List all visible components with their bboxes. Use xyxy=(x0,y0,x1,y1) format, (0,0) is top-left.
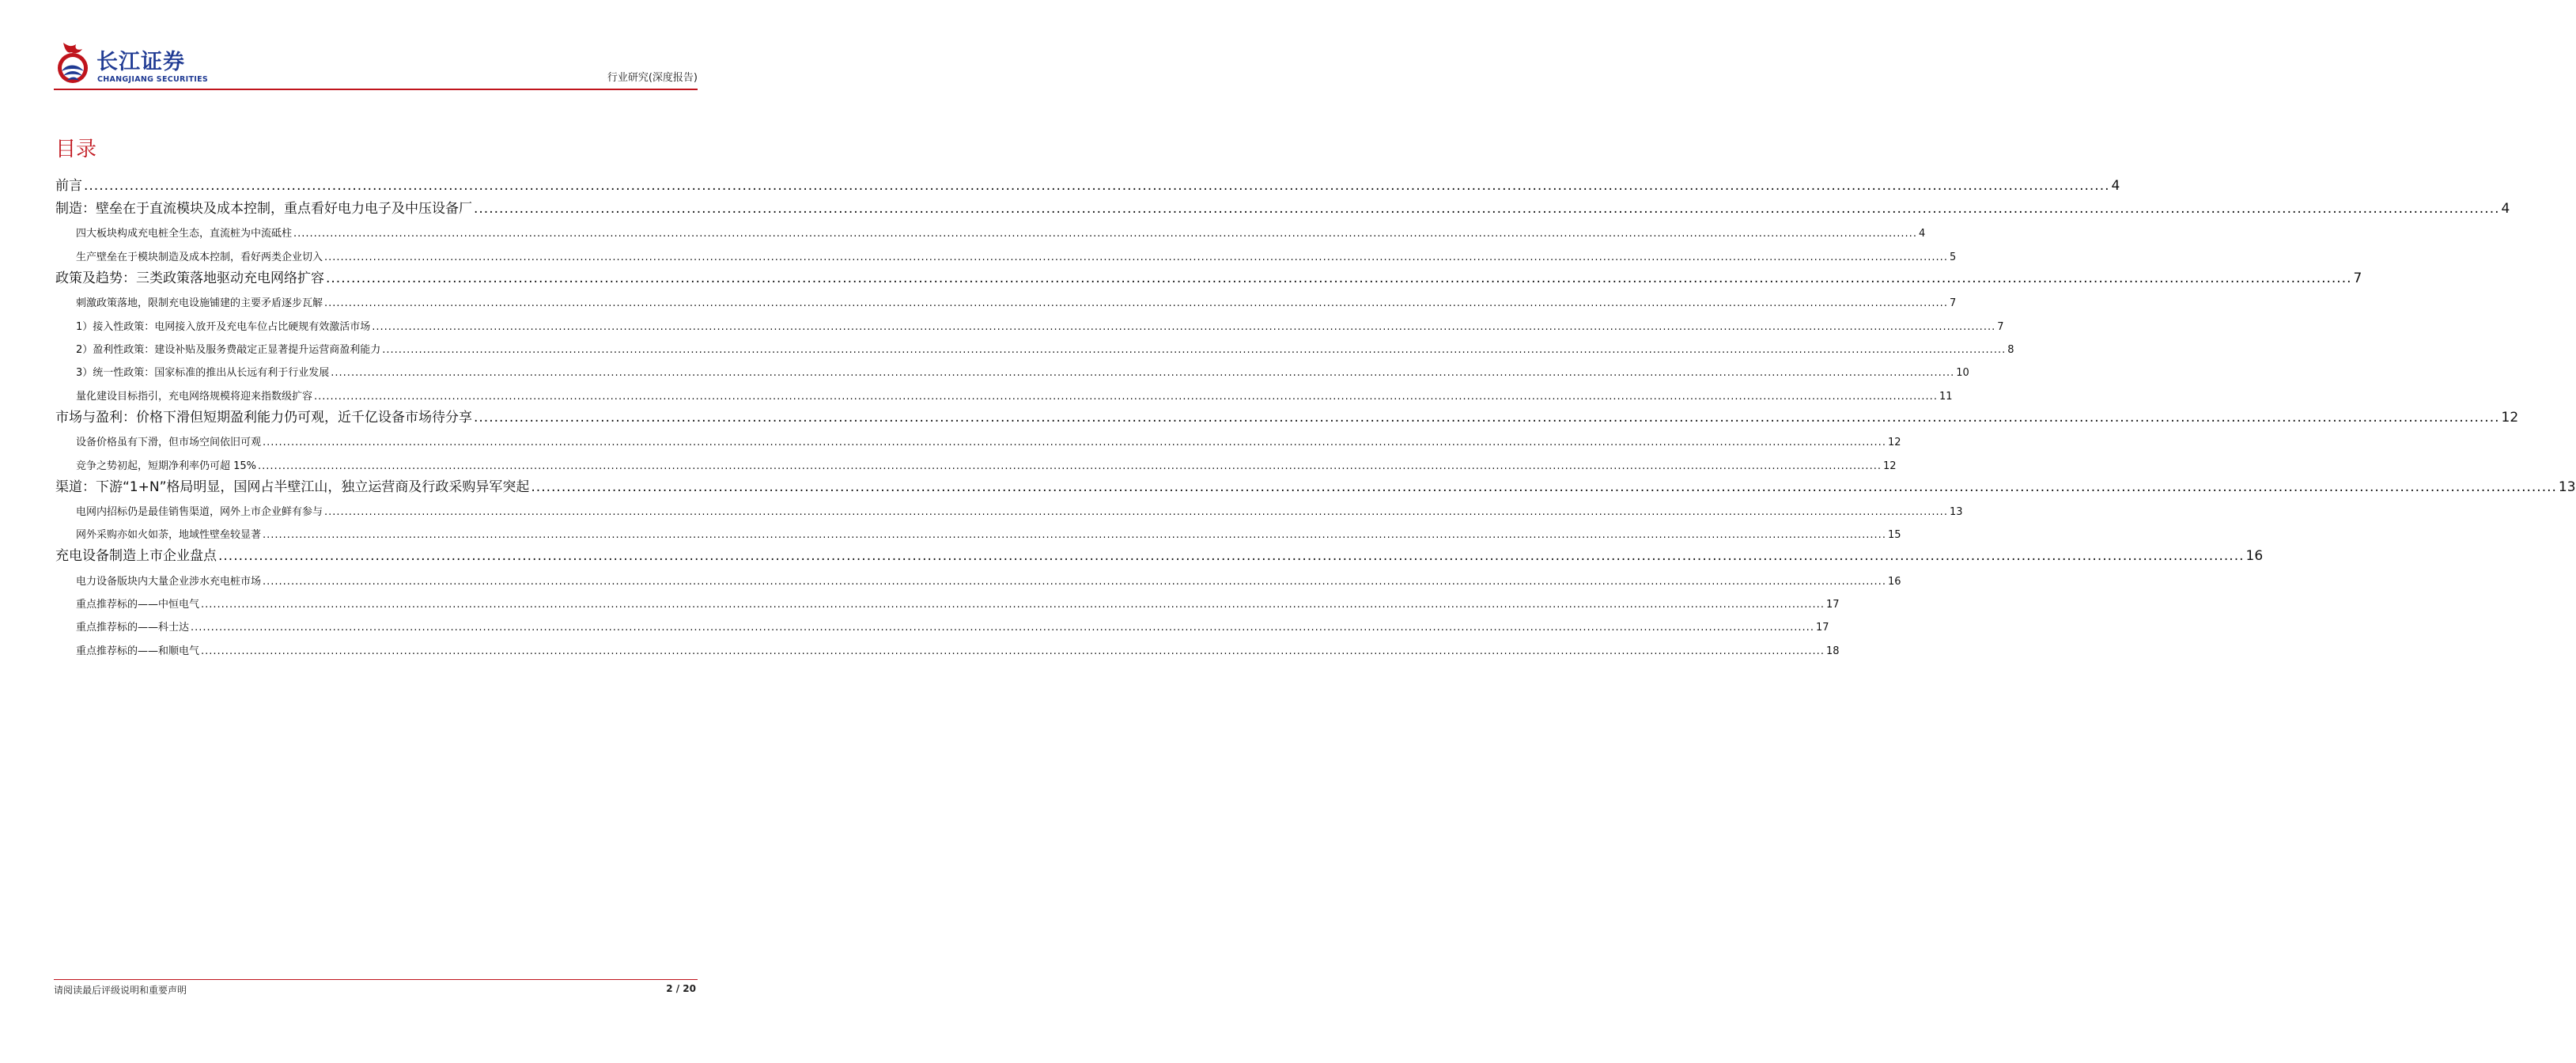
page-number: 2 / 20 xyxy=(666,983,696,994)
toc-dot-leader: ................................................................................................................................................................................................................................................................................................................................................................................................................ xyxy=(314,390,1938,403)
toc-entry-title: 竞争之势初起，短期净利率仍可超 15% xyxy=(76,460,257,472)
toc-entry-page: 15 xyxy=(1887,529,1901,542)
toc-entry-page: 12 xyxy=(1882,460,1897,472)
toc-dot-leader: ................................................................................................................................................................................................................................................................................................................................................................................................................ xyxy=(201,599,1825,611)
toc-entry[interactable] xyxy=(55,263,2362,286)
toc-entry[interactable] xyxy=(55,379,1953,403)
toc-entry[interactable] xyxy=(55,240,1957,263)
toc-dot-leader: ................................................................................................................................................................................................................................................................................................................................................................................................................ xyxy=(263,575,1886,588)
toc-entry-page: 11 xyxy=(1939,390,1953,403)
toc-dot-leader: ................................................................................................................................................................................................................................................................................................................................................................................................................ xyxy=(201,645,1825,657)
toc-entry-title: 电力设备版块内大量企业涉水充电桩市场 xyxy=(76,575,262,588)
toc-entry[interactable] xyxy=(55,333,2014,356)
toc-entry-title: 量化建设目标指引，充电网络规模将迎来指数级扩容 xyxy=(76,390,313,403)
toc-dot-leader: ................................................................................................................................................................................................................................................................................................................................................................................................................ xyxy=(531,479,2557,495)
toc-entry-title: 刺激政策落地，限制充电设施铺建的主要矛盾逐步瓦解 xyxy=(76,297,323,310)
toc-entry-title: 设备价格虽有下滑，但市场空间依旧可观 xyxy=(76,437,262,449)
toc-dot-leader: ................................................................................................................................................................................................................................................................................................................................................................................................................ xyxy=(84,178,2110,194)
toc-entry-title: 重点推荐标的——中恒电气 xyxy=(76,599,200,611)
toc-entry-page: 7 xyxy=(2353,270,2362,286)
toc-entry-title: 网外采购亦如火如荼，地域性壁垒较显著 xyxy=(76,529,262,542)
toc-entry[interactable] xyxy=(55,518,1901,542)
toc-entry[interactable] xyxy=(55,588,1840,611)
toc-entry[interactable] xyxy=(55,217,1926,240)
toc-entry-title: 1）接入性政策：电网接入放开及充电车位占比硬规有效激活市场 xyxy=(76,320,371,333)
toc-entry[interactable] xyxy=(55,448,1897,472)
toc-entry-title: 3）统一性政策：国家标准的推出从长远有利于行业发展 xyxy=(76,367,330,380)
toc-entry-title: 重点推荐标的——科士达 xyxy=(76,622,190,634)
toc-entry-title: 市场与盈利：价格下滑但短期盈利能力仍可观，近千亿设备市场待分享 xyxy=(55,409,472,426)
toc-dot-leader: ................................................................................................................................................................................................................................................................................................................................................................................................................ xyxy=(324,505,1948,518)
toc-entry-page: 18 xyxy=(1825,645,1840,657)
toc-dot-leader: ................................................................................................................................................................................................................................................................................................................................................................................................................ xyxy=(324,251,1948,263)
logo-emblem-icon xyxy=(54,40,92,87)
toc-entry-page: 13 xyxy=(1949,505,1963,518)
page-header xyxy=(54,35,698,90)
toc-dot-leader: ................................................................................................................................................................................................................................................................................................................................................................................................................ xyxy=(372,320,1996,333)
toc-entry[interactable] xyxy=(55,426,1901,449)
toc-dot-leader: ................................................................................................................................................................................................................................................................................................................................................................................................................ xyxy=(258,460,1882,472)
toc-entry-page: 16 xyxy=(1887,575,1901,588)
toc-entry-title: 重点推荐标的——和顺电气 xyxy=(76,645,200,657)
toc-entry-title: 生产壁垒在于模块制造及成本控制，看好两类企业切入 xyxy=(76,251,323,263)
footer-disclaimer: 请阅读最后评级说明和重要声明 xyxy=(54,985,187,996)
toc-entry-title: 四大板块构成充电桩全生态，直流桩为中流砥柱 xyxy=(76,228,293,240)
header-divider xyxy=(54,89,698,90)
toc-entry-page: 7 xyxy=(1949,297,1957,310)
toc-entry-page: 12 xyxy=(1887,437,1901,449)
toc-entry-page: 17 xyxy=(1815,622,1829,634)
toc-entry[interactable] xyxy=(55,634,1840,657)
table-of-contents xyxy=(55,171,2576,657)
logo-chinese-name: 长江证券 xyxy=(96,50,185,74)
toc-dot-leader: ................................................................................................................................................................................................................................................................................................................................................................................................................ xyxy=(474,201,2500,217)
toc-dot-leader: ................................................................................................................................................................................................................................................................................................................................................................................................................ xyxy=(474,409,2500,426)
toc-entry[interactable] xyxy=(55,286,1957,310)
toc-entry-page: 17 xyxy=(1825,599,1840,611)
logo-english-name: CHANGJIANG SECURITIES xyxy=(97,75,209,84)
toc-entry[interactable] xyxy=(55,564,1901,588)
toc-dot-leader: ................................................................................................................................................................................................................................................................................................................................................................................................................ xyxy=(324,297,1948,310)
toc-entry-page: 4 xyxy=(2111,178,2120,194)
toc-dot-leader: ................................................................................................................................................................................................................................................................................................................................................................................................................ xyxy=(263,529,1886,542)
toc-dot-leader: ................................................................................................................................................................................................................................................................................................................................................................................................................ xyxy=(218,548,2245,565)
toc-dot-leader: ................................................................................................................................................................................................................................................................................................................................................................................................................ xyxy=(382,343,2007,356)
toc-entry-title: 渠道：下游“1+N”格局明显，国网占半壁江山，独立运营商及行政采购异军突起 xyxy=(55,479,530,495)
toc-entry-page: 4 xyxy=(2501,201,2510,217)
toc-entry-title: 政策及趋势：三类政策落地驱动充电网络扩容 xyxy=(55,270,324,286)
toc-entry[interactable] xyxy=(55,356,1969,380)
toc-entry[interactable] xyxy=(55,611,1829,634)
toc-entry-page: 13 xyxy=(2558,479,2576,495)
toc-entry-title: 电网内招标仍是最佳销售渠道，网外上市企业鲜有参与 xyxy=(76,505,323,518)
toc-title: 目录 xyxy=(55,138,97,161)
toc-entry-page: 7 xyxy=(1997,320,2004,333)
footer-divider xyxy=(54,979,698,980)
toc-entry[interactable] xyxy=(55,309,2004,333)
toc-entry-page: 12 xyxy=(2501,409,2519,426)
toc-entry[interactable] xyxy=(55,194,2510,217)
toc-entry-page: 8 xyxy=(2007,343,2014,356)
toc-dot-leader: ................................................................................................................................................................................................................................................................................................................................................................................................................ xyxy=(293,228,1917,240)
toc-entry-page: 10 xyxy=(1956,367,1969,380)
toc-entry[interactable] xyxy=(55,541,2264,565)
toc-entry-title: 制造：壁垒在于直流模块及成本控制，重点看好电力电子及中压设备厂 xyxy=(55,201,472,217)
toc-dot-leader: ................................................................................................................................................................................................................................................................................................................................................................................................................ xyxy=(326,270,2352,286)
toc-entry[interactable] xyxy=(55,495,1963,518)
toc-dot-leader: ................................................................................................................................................................................................................................................................................................................................................................................................................ xyxy=(331,367,1955,380)
toc-dot-leader: ................................................................................................................................................................................................................................................................................................................................................................................................................ xyxy=(191,622,1814,634)
toc-entry-title: 充电设备制造上市企业盘点 xyxy=(55,548,217,565)
toc-entry-title: 前言 xyxy=(55,178,82,194)
toc-entry[interactable] xyxy=(55,472,2576,495)
report-type-label: 行业研究(深度报告) xyxy=(607,72,698,84)
toc-entry-page: 4 xyxy=(1918,228,1926,240)
toc-entry-title: 2）盈利性政策：建设补贴及服务费敲定正显著提升运营商盈利能力 xyxy=(76,343,381,356)
toc-entry[interactable] xyxy=(55,403,2519,426)
company-logo xyxy=(54,40,259,87)
toc-entry[interactable] xyxy=(55,171,2120,194)
toc-entry-page: 5 xyxy=(1949,251,1957,263)
toc-dot-leader: ................................................................................................................................................................................................................................................................................................................................................................................................................ xyxy=(263,437,1886,449)
toc-entry-page: 16 xyxy=(2245,548,2264,565)
